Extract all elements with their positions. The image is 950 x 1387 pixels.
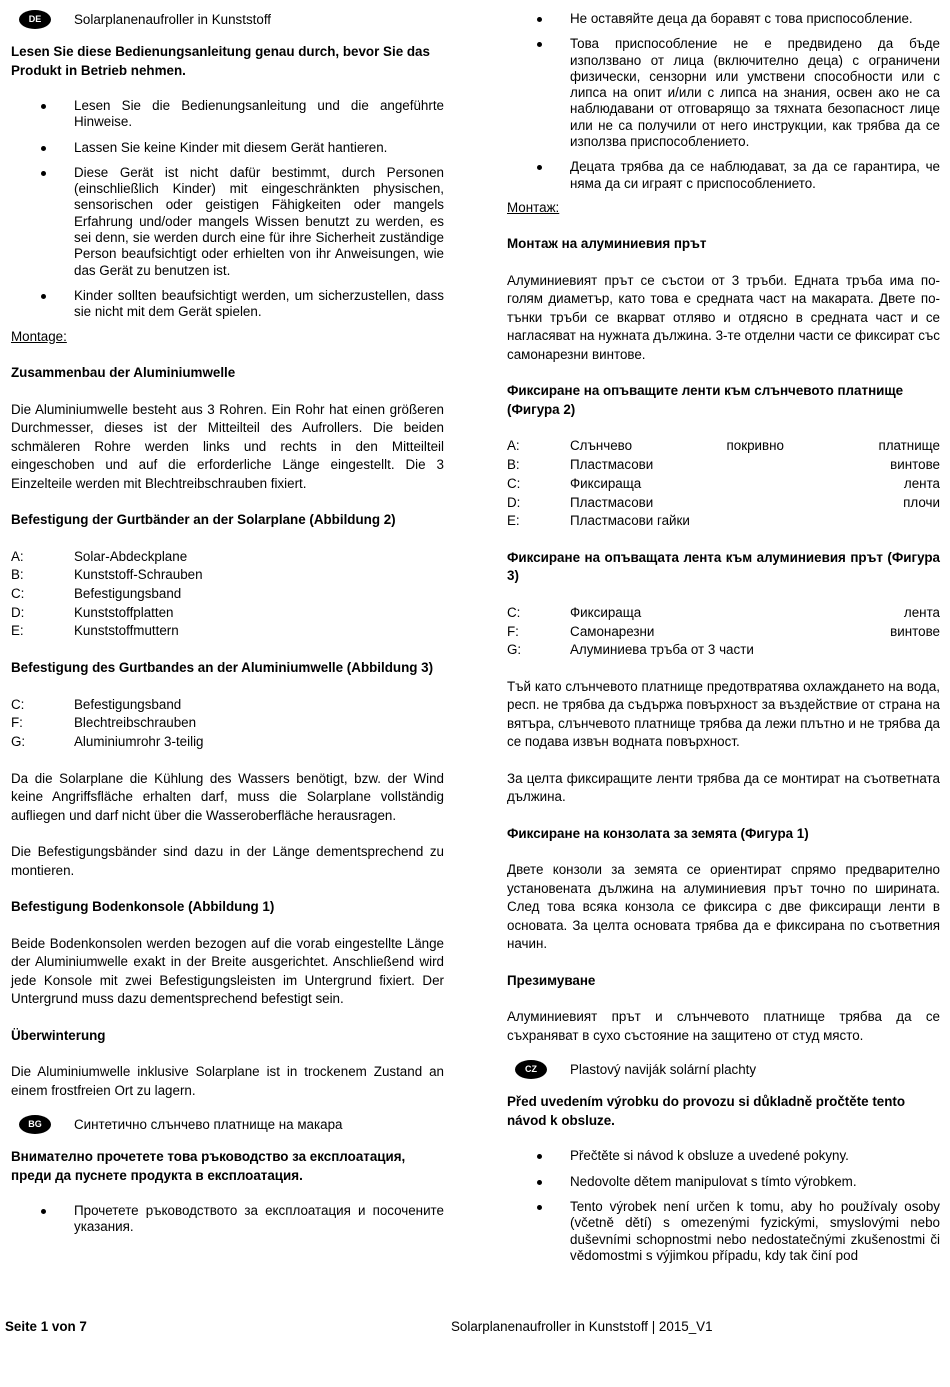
list-item: Přečtěte si návod k obsluze a uvedené pokyny. <box>507 1148 940 1164</box>
part-row <box>11 696 444 715</box>
list-item: Прочетете ръководството за експлоатация и посочените указания. <box>11 1203 444 1236</box>
winter-text-bg: Алуминиевият прът и слънчевото платнище трябва да се съхраняват в сухо състояние на защитено от студ място. <box>507 1009 940 1043</box>
part-key: G: <box>11 733 26 749</box>
part-row <box>507 494 940 513</box>
montage-label-bg: Монтаж: <box>507 199 560 215</box>
list-item: Lesen Sie die Bedienungsanleitung und die angeführte Hinweise. <box>11 98 444 131</box>
part-key: E: <box>11 623 24 639</box>
part-key: C: <box>11 696 25 712</box>
part-key: F: <box>11 715 23 731</box>
part-key: D: <box>507 494 521 510</box>
straps-heading-de: Befestigung der Gurtbänder an der Solarplane (Abbildung 2) <box>11 512 396 528</box>
right-column <box>507 0 940 1273</box>
part-key: A: <box>507 438 520 454</box>
part-key: C: <box>11 585 25 601</box>
list-item: Децата трябва да се наблюдават, за да се гарантира, че няма да си играят с приспособлението. <box>507 159 940 192</box>
part-row <box>11 622 444 641</box>
intro-de: Lesen Sie diese Bedienungsanleitung genau durch, bevor Sie das Produkt in Betrieb nehmen. <box>11 44 430 78</box>
part-row <box>507 475 940 494</box>
part-key: B: <box>507 457 520 473</box>
lang-header-bg <box>11 1114 444 1140</box>
console-heading-de: Befestigung Bodenkonsole (Abbildung 1) <box>11 899 275 915</box>
cover-text-de: Da die Solarplane die Kühlung des Wassers benötigt, bzw. der Wind keine Angriffsfläche erhalten darf, muss die Solarplane vollständig aufliegen und darf nicht über die Wasseroberfläche herausragen. <box>11 770 444 823</box>
part-row <box>507 456 940 475</box>
part-key: E: <box>507 513 520 529</box>
assembly-heading-bg: Монтаж на алуминиевия прът <box>507 236 707 252</box>
part-row <box>11 566 444 585</box>
list-item: Kinder sollten beaufsichtigt werden, um sicherzustellen, dass sie nicht mit dem Gerät spielen. <box>11 288 444 321</box>
lang-header-de <box>11 9 444 35</box>
strap-shaft-parts-bg <box>507 604 940 660</box>
part-row <box>507 512 940 531</box>
part-row <box>507 604 940 623</box>
language-badge-cz: CZ <box>515 1060 547 1079</box>
part-value: Aluminiumrohr 3-teilig <box>74 733 204 749</box>
part-key: C: <box>507 604 521 620</box>
safety-list-bg-start <box>11 1203 444 1236</box>
bands-text-bg: За целта фиксиращите ленти трябва да се монтират на съответната дължина. <box>507 770 940 805</box>
list-item: Diese Gerät ist nicht dafür bestimmt, durch Personen (einschließlich Kinder) mit eingeschränkten physischen, sensorischen oder geistigen Fähigkeiten oder mangels Erfahrung und/oder mangels Wissen benutzt zu werden, es sei denn, sie werden durch eine für ihre Sicherheit zuständige Person beaufsichtigt oder erhielten von ihr Anweisungen, wie das Gerät zu benutzen ist. <box>11 165 444 279</box>
part-value: Пластмасови плочи <box>570 494 940 510</box>
console-text-de: Beide Bodenkonsolen werden bezogen auf die vorab eingestellte Länge der Aluminiumwelle exakt in der Breite ausgerichtet. Anschließend wird jede Konsole mit zwei Befestigungsleisten im Untergrund fixiert. Der Untergrund muss dazu dementsprechend befestigt sein. <box>11 935 444 1007</box>
part-row <box>11 585 444 604</box>
list-item: Това приспособление не е предвидено да бъде използвано от лица (включително деца) с ограничени физически, сензорни или умствени способности или с липса на опит и/или с липса на знания, освен ако не са наблюдавани от отговарящо за тяхната безопасност лице или не са получили от него инструкции, как трябва да се използва приспособлението. <box>507 36 940 150</box>
language-badge-de: DE <box>19 10 51 29</box>
language-badge-bg: BG <box>19 1115 51 1134</box>
part-value: Befestigungsband <box>74 696 182 712</box>
page-number: Seite 1 von 7 <box>5 1319 87 1334</box>
part-value: Пластмасови винтове <box>570 457 940 473</box>
part-row <box>11 604 444 623</box>
console-heading-bg: Фиксиране на конзолата за земята (Фигура 1) <box>507 825 809 841</box>
safety-list-bg-cont <box>507 11 940 192</box>
part-value: Фиксираща лента <box>570 475 940 491</box>
list-item: Lassen Sie keine Kinder mit diesem Gerät hantieren. <box>11 140 444 156</box>
left-column <box>11 0 444 1245</box>
document-footer: Solarplanenaufroller in Kunststoff | 2015_V1 <box>451 1319 713 1334</box>
lang-header-cz <box>507 1059 940 1085</box>
product-title-de: Solarplanenaufroller in Kunststoff <box>74 12 272 27</box>
part-value: Kunststoff-Schrauben <box>74 567 203 583</box>
part-key: C: <box>507 475 521 491</box>
part-row <box>507 623 940 642</box>
safety-list-cz <box>507 1148 940 1264</box>
part-key: A: <box>11 548 24 564</box>
cover-text-bg: Тъй като слънчевото платнище предотвратява охлаждането на вода, респ. не трябва да съдържа повърхност за въздействие от страна на вятъра, слънчевото платнище трябва да лежи плътно и не трябва да се подава извън водната повърхност. <box>507 678 940 750</box>
strap-shaft-heading-de: Befestigung des Gurtbandes an der Aluminiumwelle (Abbildung 3) <box>11 660 434 675</box>
list-item: Nedovolte dětem manipulovat s tímto výrobkem. <box>507 1174 940 1190</box>
winter-text-de: Die Aluminiumwelle inklusive Solarplane ist in trockenem Zustand an einem frostfreien Ort zu lagern. <box>11 1064 444 1098</box>
part-value: Solar-Abdeckplane <box>74 548 188 564</box>
part-key: G: <box>507 642 522 658</box>
list-item: Не оставяйте деца да боравят с това приспособление. <box>507 11 940 27</box>
part-row <box>507 437 940 456</box>
safety-list-de <box>11 98 444 321</box>
intro-bg: Внимателно прочетете това ръководство за експлоатация, преди да пуснете продукта в експлоатация. <box>11 1149 406 1183</box>
product-title-bg: Синтетично слънчево платнище на макара <box>74 1117 343 1133</box>
part-value: Самонарезни винтове <box>570 623 940 639</box>
part-value: Слънчево покривно платнище <box>570 438 940 454</box>
part-key: D: <box>11 604 25 620</box>
part-value: Blechtreibschrauben <box>74 715 197 731</box>
winter-heading-de: Überwinterung <box>11 1027 106 1043</box>
part-row <box>11 733 444 752</box>
part-value: Фиксираща лента <box>570 604 940 620</box>
part-value: Kunststoffmuttern <box>74 623 179 639</box>
console-text-bg: Двете конзоли за земята се ориентират спрямо предварително установената дължина на алуминиевия прът точно по ширината. След това всяка конзола се фиксира с две фиксиращи ленти в основата. За целта основата трябва да е фиксирана по съответния начин. <box>507 862 940 952</box>
straps-parts-de <box>11 548 444 641</box>
straps-heading-bg: Фиксиране на опъващите ленти към слънчевото платнище (Фигура 2) <box>507 383 904 417</box>
strap-shaft-heading-bg: Фиксиране на опъващата лента към алуминиевия прът (Фигура 3) <box>507 549 940 584</box>
part-row <box>507 641 940 660</box>
strap-shaft-parts-de <box>11 696 444 752</box>
assembly-heading-de: Zusammenbau der Aluminiumwelle <box>11 365 236 381</box>
montage-label-de: Montage: <box>11 328 67 344</box>
part-key: F: <box>507 623 519 639</box>
straps-parts-bg <box>507 437 940 530</box>
assembly-text-bg: Алуминиевият прът се състои от 3 тръби. Едната тръба има по-голям диаметър, като това е средната част на макарата. Двете по-тънки тръби се вкарват отляво и отдясно в средната част и се нагласяват на нужната дължина. 3-те отделни части се фиксират със самонарезни винтове. <box>507 272 940 362</box>
part-value: Алуминиева тръба от 3 части <box>570 642 754 658</box>
product-title-cz: Plastový naviják solární plachty <box>570 1062 757 1078</box>
part-value: Kunststoffplatten <box>74 604 174 620</box>
assembly-text-de: Die Aluminiumwelle besteht aus 3 Rohren. Ein Rohr hat einen größeren Durchmesser, dieses ist der Mitteilteil des Aufrollers. Die beiden schmäleren Rohre werden links und rechts in den Mitteilteil eingeschoben und auf die erforderliche Länge eingestellt. Die 3 Einzelteile werden mit Blechtreibschrauben fixiert. <box>11 401 444 491</box>
part-value: Befestigungsband <box>74 585 182 601</box>
part-row <box>11 714 444 733</box>
winter-heading-bg: Презимуване <box>507 972 596 988</box>
part-row <box>11 548 444 567</box>
bands-text-de: Die Befestigungsbänder sind dazu in der Länge dementsprechend zu montieren. <box>11 844 444 878</box>
part-value: Пластмасови гайки <box>570 513 690 529</box>
intro-cz: Před uvedením výrobku do provozu si důkladně pročtěte tento návod k obsluze. <box>507 1094 906 1128</box>
part-key: B: <box>11 567 24 583</box>
list-item: Tento výrobek není určen k tomu, aby ho používaly osoby (včetně dětí) s omezenými fyzickými, smyslovými nebo duševními schopnostmi nebo nedostatečnými zkušenostmi či vědomostmi s výjimkou případu, kdy tak činí pod <box>507 1199 940 1264</box>
